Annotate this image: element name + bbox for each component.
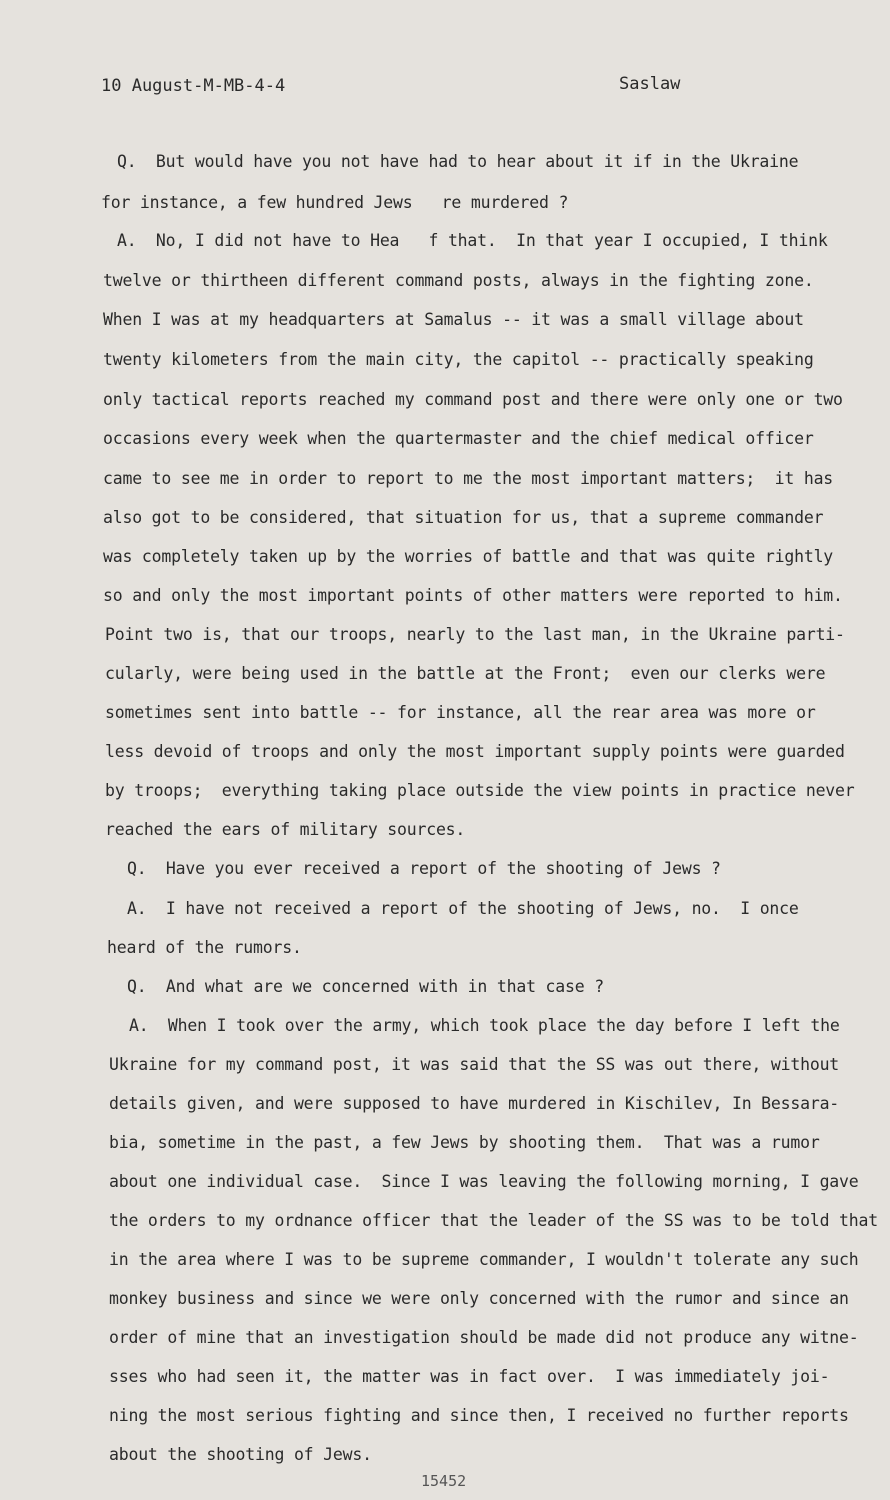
text-line: When I was at my headquarters at Samalus -- it was a small village about bbox=[103, 310, 804, 329]
text-line: ning the most serious fighting and since then, I received no further reports bbox=[109, 1406, 849, 1425]
text-line: so and only the most important points of other matters were reported to him. bbox=[103, 586, 843, 605]
text-line: in the area where I was to be supreme commander, I wouldn't tolerate any such bbox=[109, 1250, 859, 1269]
text-line: monkey business and since we were only concerned with the rumor and since an bbox=[109, 1289, 849, 1308]
page-number: 15452 bbox=[421, 1472, 467, 1490]
text-line: A. I have not received a report of the shooting of Jews, no. I once bbox=[127, 899, 799, 918]
text-line: details given, and were supposed to have murdered in Kischilev, In Bessara- bbox=[109, 1094, 840, 1113]
text-line: about the shooting of Jews. bbox=[109, 1445, 372, 1464]
text-line: for instance, a few hundred Jews re murdered ? bbox=[101, 193, 569, 212]
text-line: by troops; everything taking place outside the view points in practice never bbox=[105, 781, 855, 800]
text-line: Q. But would have you not have had to hear about it if in the Ukraine bbox=[117, 152, 799, 171]
text-line: only tactical reports reached my command post and there were only one or two bbox=[103, 390, 843, 409]
text-line: reached the ears of military sources. bbox=[105, 820, 466, 839]
text-line: cularly, were being used in the battle at the Front; even our clerks were bbox=[105, 664, 826, 683]
text-line: occasions every week when the quartermaster and the chief medical officer bbox=[103, 429, 814, 448]
text-line: was completely taken up by the worries of battle and that was quite rightly bbox=[103, 547, 834, 566]
text-line: twelve or thirtheen different command posts, always in the fighting zone. bbox=[103, 271, 814, 290]
document-reference: 10 August-M-MB-4-4 bbox=[101, 76, 286, 96]
text-line: A. When I took over the army, which took place the day before I left the bbox=[129, 1016, 840, 1035]
text-line: Point two is, that our troops, nearly to the last man, in the Ukraine parti- bbox=[105, 625, 845, 644]
text-line: Q. And what are we concerned with in that case ? bbox=[127, 977, 604, 996]
text-line: Ukraine for my command post, it was said that the SS was out there, without bbox=[109, 1055, 840, 1074]
text-line: heard of the rumors. bbox=[107, 938, 302, 957]
text-line: sometimes sent into battle -- for instance, all the rear area was more or bbox=[105, 703, 816, 722]
text-line: bia, sometime in the past, a few Jews by shooting them. That was a rumor bbox=[109, 1133, 820, 1152]
text-line: also got to be considered, that situation for us, that a supreme commander bbox=[103, 508, 824, 527]
reporter-name: Saslaw bbox=[619, 74, 681, 94]
text-line: order of mine that an investigation should be made did not produce any witne- bbox=[109, 1328, 859, 1347]
text-line: about one individual case. Since I was leaving the following morning, I gave bbox=[109, 1172, 859, 1191]
text-line: less devoid of troops and only the most important supply points were guarded bbox=[105, 742, 845, 761]
text-line: Q. Have you ever received a report of the shooting of Jews ? bbox=[127, 859, 721, 878]
text-line: sses who had seen it, the matter was in fact over. I was immediately joi- bbox=[109, 1367, 830, 1386]
text-line: A. No, I did not have to Hea f that. In that year I occupied, I think bbox=[117, 231, 828, 250]
text-line: the orders to my ordnance officer that the leader of the SS was to be told that bbox=[109, 1211, 878, 1230]
text-line: twenty kilometers from the main city, the capitol -- practically speaking bbox=[103, 350, 814, 369]
text-line: came to see me in order to report to me the most important matters; it has bbox=[103, 469, 834, 488]
